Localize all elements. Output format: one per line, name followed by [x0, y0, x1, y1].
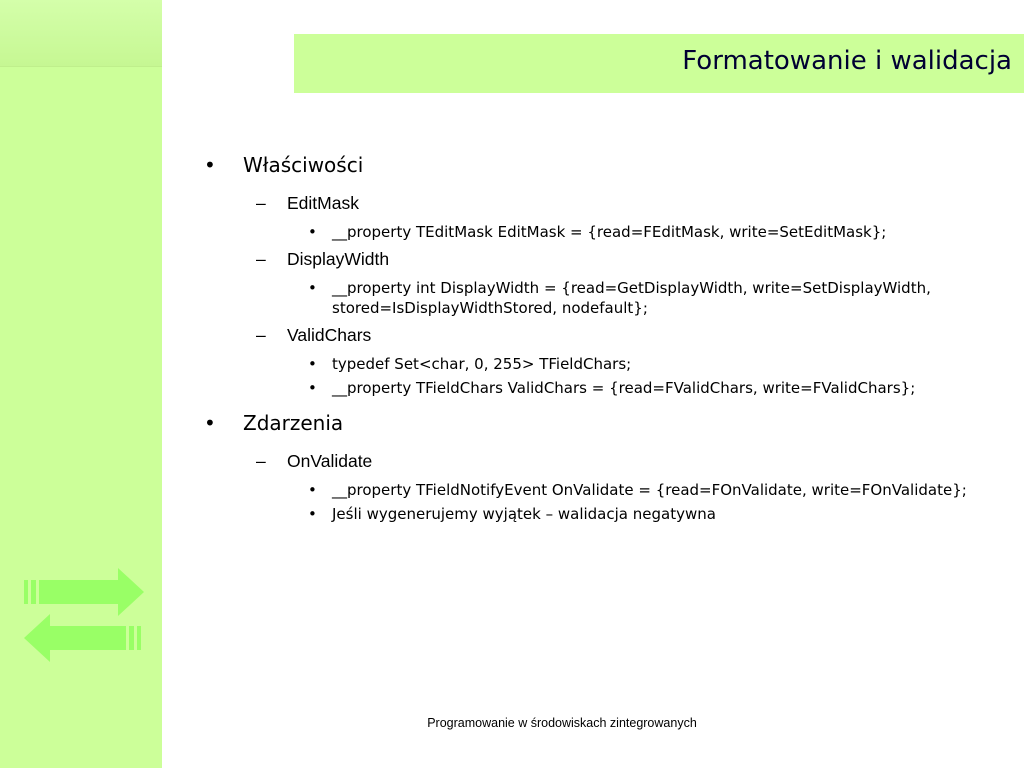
detail-displaywidth-property: [200, 278, 1000, 318]
detail-text: __property TEditMask EditMask = {read=FEditMask, write=SetEditMask};: [332, 223, 887, 241]
dash-marker: –: [256, 249, 266, 269]
sub-bullet-label: EditMask: [287, 193, 359, 213]
bullet-marker: •: [308, 379, 317, 397]
sub-bullet-onvalidate: [200, 448, 1000, 474]
bullet-events: [200, 408, 1000, 438]
bullet-marker: •: [204, 153, 216, 177]
bullet-properties: [200, 150, 1000, 180]
bullet-label: Właściwości: [243, 153, 364, 177]
slide-footer: Programowanie w środowiskach zintegrowanych: [427, 716, 697, 730]
bullet-marker: •: [308, 223, 317, 241]
bullet-marker: •: [308, 355, 317, 373]
bullet-marker: •: [204, 411, 216, 435]
slide-title: Formatowanie i walidacja: [682, 46, 1012, 76]
detail-onvalidate-exception: [200, 504, 1000, 524]
detail-onvalidate-property: [200, 480, 1000, 500]
bullet-marker: •: [308, 481, 317, 499]
detail-validchars-property: [200, 378, 1000, 398]
bullet-marker: •: [308, 505, 317, 523]
slide-content: [200, 150, 1000, 524]
detail-validchars-typedef: [200, 354, 1000, 374]
detail-text: __property TFieldChars ValidChars = {read=FValidChars, write=FValidChars};: [332, 379, 916, 397]
sidebar-header-band: [0, 0, 162, 67]
dash-marker: –: [256, 193, 266, 213]
dash-marker: –: [256, 325, 266, 345]
sub-bullet-validchars: [200, 322, 1000, 348]
sub-bullet-displaywidth: [200, 246, 1000, 272]
arrow-left-icon[interactable]: [24, 614, 141, 662]
dash-marker: –: [256, 451, 266, 471]
title-bar: [294, 34, 1024, 93]
sub-bullet-label: DisplayWidth: [287, 249, 390, 269]
arrow-right-icon[interactable]: [24, 568, 144, 616]
bullet-marker: •: [308, 279, 317, 297]
detail-text: Jeśli wygenerujemy wyjątek – walidacja negatywna: [332, 505, 716, 523]
detail-text: __property int DisplayWidth = {read=GetDisplayWidth, write=SetDisplayWidth, stored=IsDisplayWidthStored, nodefault};: [332, 279, 931, 317]
detail-editmask-property: [200, 222, 1000, 242]
detail-text: __property TFieldNotifyEvent OnValidate = {read=FOnValidate, write=FOnValidate};: [332, 481, 967, 499]
sub-bullet-label: OnValidate: [287, 451, 373, 471]
detail-text: typedef Set<char, 0, 255> TFieldChars;: [332, 355, 632, 373]
bullet-label: Zdarzenia: [243, 411, 344, 435]
navigation-arrows: [22, 566, 148, 666]
sub-bullet-editmask: [200, 190, 1000, 216]
sub-bullet-label: ValidChars: [287, 325, 372, 345]
